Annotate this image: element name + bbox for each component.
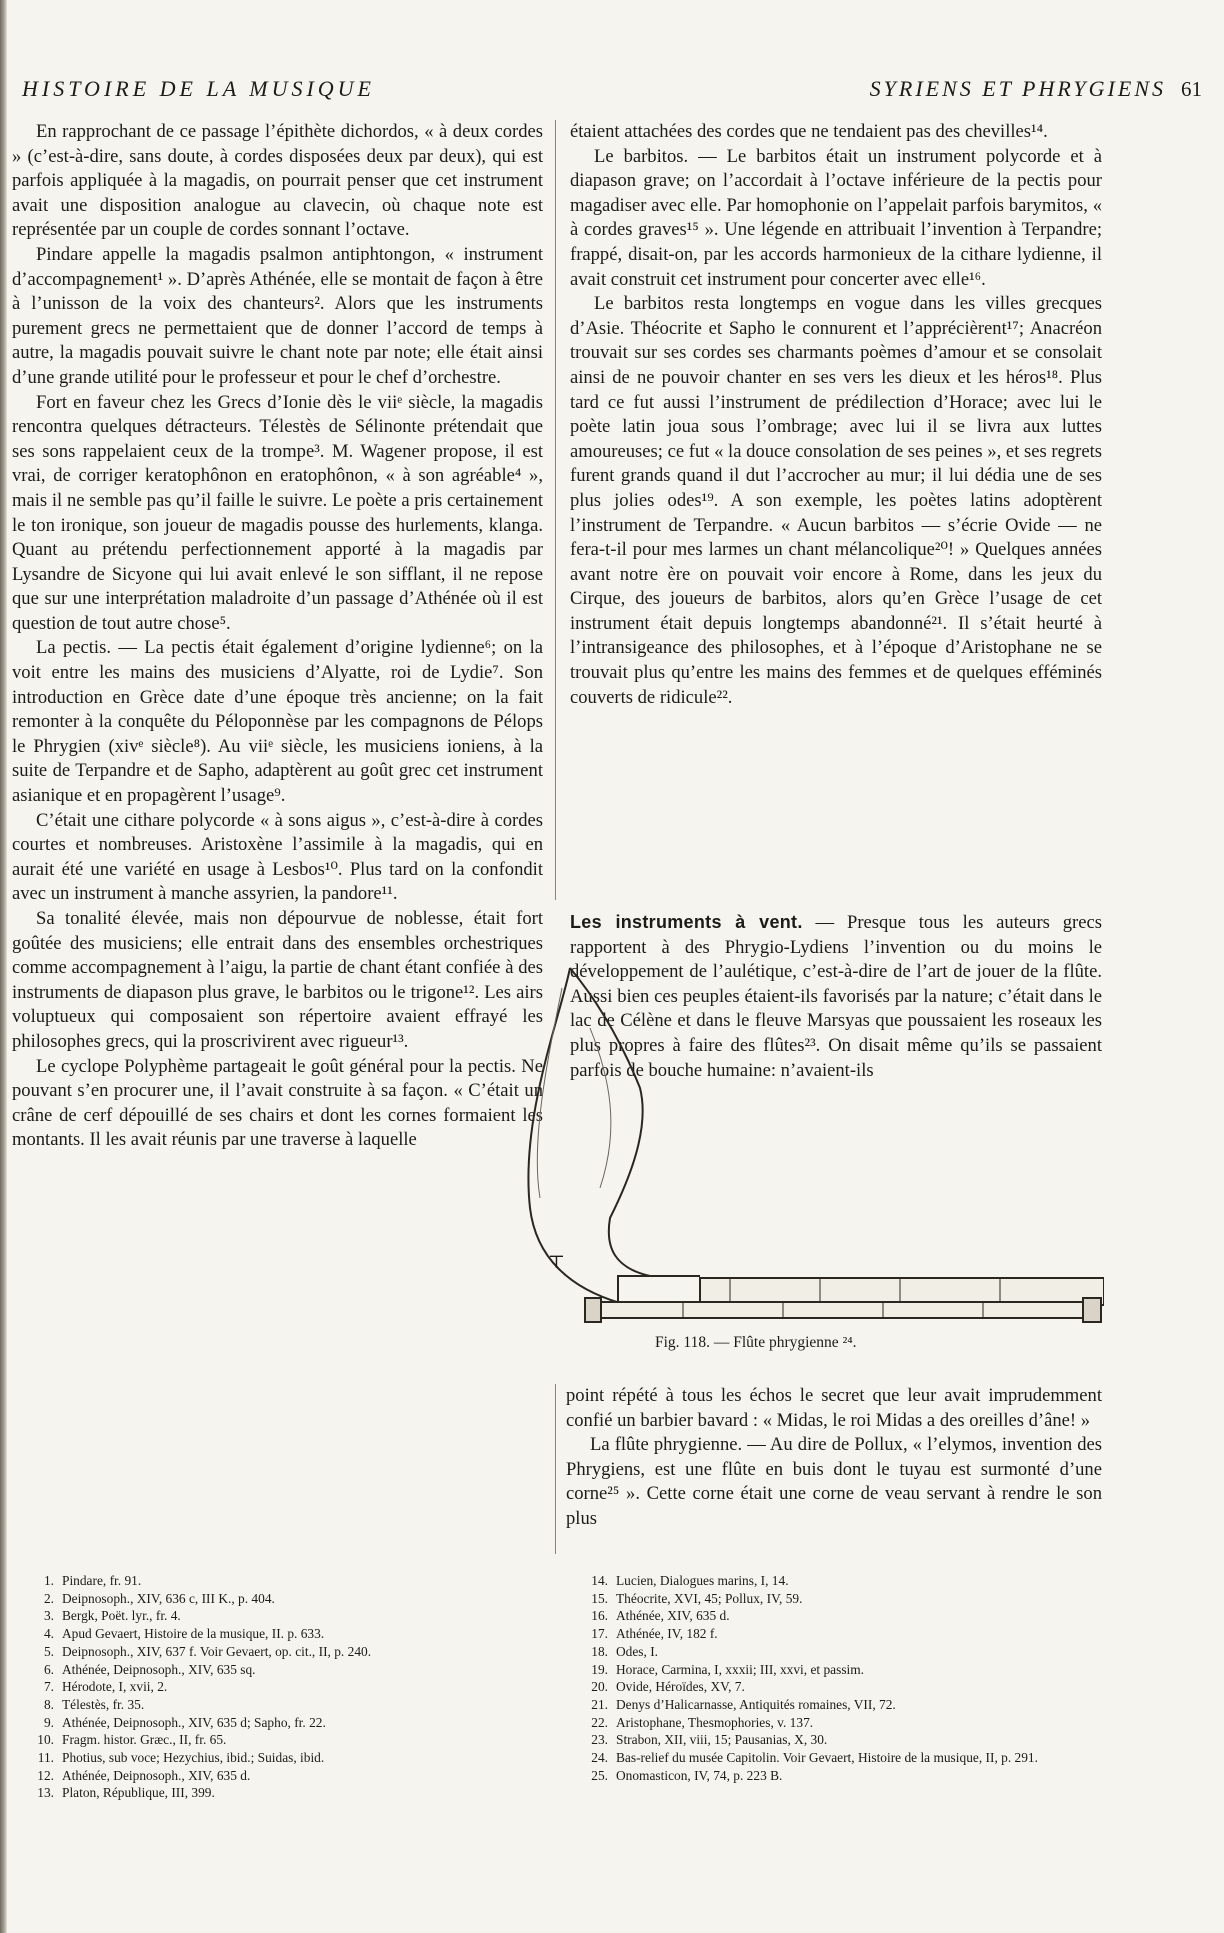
footnote-text: Deipnosoph., XIV, 637 f. Voir Gevaert, op. cit., II, p. 240. (62, 1643, 372, 1659)
running-title-left: HISTOIRE DE LA MUSIQUE (22, 76, 375, 101)
footnote (582, 1625, 1102, 1643)
footnote-number: 10. (37, 1732, 54, 1748)
footnote-text: Ovide, Héroïdes, XV, 7. (616, 1679, 745, 1695)
footnote-number: 13. (37, 1785, 54, 1801)
footnote-text: Bas-relief du musée Capitolin. Voir Gevaert, Histoire de la musique, II, p. 291. (616, 1750, 1038, 1766)
footnote (582, 1607, 1102, 1625)
footnote (582, 1678, 1102, 1696)
footnote-text: Athénée, IV, 182 f. (616, 1626, 718, 1642)
footnote-number: 6. (43, 1661, 54, 1677)
footnote-number: 14. (591, 1573, 608, 1588)
column-rule (555, 1384, 556, 1554)
footnote-text: Hérodote, I, xvii, 2. (62, 1679, 168, 1695)
footnote-number: 22. (591, 1714, 608, 1730)
footnote-text: Athénée, Deipnosoph., XIV, 635 sq. (62, 1661, 256, 1677)
paragraph: Le cyclope Polyphème partageait le goût général pour la pectis. Ne pouvant s’en procurer une, il l’avait construite à sa façon. « C’était un crâne de cerf dépouillé de ses chairs et dont les cornes formaient les montants. Il les avait réunis par une traverse à laquelle (12, 1055, 543, 1151)
footnote-text: Onomasticon, IV, 74, p. 223 B. (616, 1767, 783, 1783)
footnote (582, 1749, 1102, 1767)
footnote-number: 12. (37, 1767, 54, 1783)
footnote-text: Bergk, Poët. lyr., fr. 4. (62, 1608, 181, 1624)
footnote (28, 1590, 548, 1608)
paragraph: Fort en faveur chez les Grecs d’Ionie dès le viiᵉ siècle, la magadis rencontra quelques détracteurs. Télestès de Sélinonte prétendait que ses sons rappelaient ceux de la trompe³. M. Wagener propose, il est vrai, de corriger keratophônon en eratophônon, « à son agréable⁴ », mais il ne semble pas qu’il faille le suivre. Le poète a pris certainement le ton ironique, son joueur de magadis pousse des hurlements, klanga. Quant au prétendu perfectionnement apporté à la magadis par Lysandre de Sicyone qui lui avait enlevé le son sifflant, il ne repose que sur une interprétation maladroite d’un passage d’Athénée où il est question de tout autre chose⁵. (12, 391, 543, 634)
footnote-number: 7. (43, 1679, 54, 1695)
footnote-text: Télestès, fr. 35. (62, 1696, 145, 1712)
footnote (28, 1696, 548, 1714)
section-text: — Presque tous les auteurs grecs rapportent à des Phrygio-Lydiens l’invention ou du moins le développement de l’aulétique, c’est-à-dire de l’art de jouer de la flûte. Aussi bien ces peuples étaient-ils favorisés par la nature; c’était dans le lac de Célène et dans le fleuve Marsyas que poussaient les roseaux les plus propres à faire des flûtes²³. On disait même qu’ils se passaient parfois de bouche humaine: n’avaient-ils (570, 912, 1102, 1081)
footnote-text: Denys d’Halicarnasse, Antiquités romaines, VII, 72. (616, 1696, 896, 1712)
paragraph: C’était une cithare polycorde « à sons aigus », c’est-à-dire à cordes courtes et nombreuses. Aristoxène l’assimile à la magadis, qui en aurait été une variété en usage à Lesbos¹⁰. Plus tard on la confondit avec un instrument à manche assyrien, la pandore¹¹. (12, 809, 543, 905)
footnote-text: Pindare, fr. 91. (62, 1573, 142, 1588)
footnote-number: 24. (591, 1750, 608, 1766)
page-number: 61 (1181, 77, 1202, 101)
footnote-text: Platon, République, III, 399. (62, 1785, 215, 1801)
footnote-text: Strabon, XII, viii, 15; Pausanias, X, 30. (616, 1732, 828, 1748)
footnote-text: Deipnosoph., XIV, 636 c, III K., p. 404. (62, 1590, 275, 1606)
footnote-text: Aristophane, Thesmophories, v. 137. (616, 1714, 814, 1730)
footnote-number: 2. (43, 1590, 54, 1606)
right-column-top (570, 120, 1102, 710)
footnote (582, 1767, 1102, 1785)
footnote (582, 1731, 1102, 1749)
footnote-text: Lucien, Dialogues marins, I, 14. (616, 1573, 789, 1588)
paragraph: Le barbitos resta longtemps en vogue dans les villes grecques d’Asie. Théocrite et Sapho le connurent et l’apprécièrent¹⁷; Anacréon trouvait sur ses cordes ses charmants poèmes d’amour et se consolait ainsi de ne pouvoir chanter en ses vers les dieux et les héros¹⁸. Plus tard ce fut aussi l’instrument de prédilection d’Horace; avec lui le poète latin joua sous l’ombrage; avec lui il se livra aux luttes amoureuses; ce fut « la douce consolation de ses peines », et ses regrets furent grands quand il dut l’accrocher au mur; il lui dédia une de ses plus jolies odes¹⁹. A son exemple, les poètes latins adoptèrent l’instrument de Terpandre. « Aucun barbitos — s’écrie Ovide — ne fera-t-il pour mes larmes un chant mélancolique²⁰! » Quelques années avant notre ère on pouvait voir encore à Rome, dans les jeux du Cirque, des joueurs de barbitos, alors qu’en Grèce l’usage de cet instrument était depuis longtemps abandonné²¹. Il s’était heurté à l’intransigeance des philosophes, et à l’époque d’Aristophane ne se trouvait plus qu’entre les mains des femmes et de quelques efféminés couverts de ridicule²². (570, 293, 1102, 708)
footnote-text: Athénée, XIV, 635 d. (616, 1608, 730, 1624)
section-heading: Les instruments à vent. (570, 912, 803, 932)
footnote-number: 16. (591, 1608, 608, 1624)
footnote-text: Fragm. histor. Græc., II, fr. 65. (62, 1732, 227, 1748)
column-rule (555, 120, 556, 900)
running-head (22, 76, 1202, 106)
footnote-text: Photius, sub voce; Hezychius, ibid.; Suidas, ibid. (62, 1750, 325, 1766)
paragraph: Sa tonalité élevée, mais non dépourvue de noblesse, était fort goûtée des musiciens; elle entrait dans des ensembles orchestriques comme accompagnement à l’aigu, la partie de chant étant confiée à des instruments de diapason plus grave, le barbitos ou le trigone¹². Les airs voluptueux qui composaient son répertoire avaient effrayé les philosophes grecs, qui la proscrivirent avec rigueur¹³. (12, 908, 543, 1052)
footnote-text: Odes, I. (616, 1643, 659, 1659)
paragraph: Pindare appelle la magadis psalmon antiphtongon, « instrument d’accompagnement¹ ». D’après Athénée, elle se montait de façon à être à l’unisson de la voix des chanteurs². Alors que les instruments purement grecs ne permettaient que de donner l’accord de temps à autre, la magadis pouvait suivre le chant note par note; elle était ainsi d’une grande utilité pour le professeur et pour le chef d’orchestre. (12, 243, 543, 388)
footnote-number: 11. (37, 1750, 54, 1766)
figure-mark: ⊤ (548, 1252, 565, 1272)
paragraph: Le barbitos. — Le barbitos était un instrument polycorde et à diapason grave; on l’accordait à l’octave inférieure de la pectis pour magadiser avec elle. Par homophonie on l’appelait parfois barymitos, « à cordes graves¹⁵ ». Une légende en attribuait l’invention à Terpandre; frappé, disait-on, par les accords harmonieux de la cithare lydienne, il avait construit cet instrument pour concerter avec elle¹⁶. (570, 145, 1102, 290)
left-column (12, 120, 543, 1153)
footnote (28, 1784, 548, 1802)
footnote (28, 1749, 548, 1767)
right-column-bottom (566, 1384, 1102, 1532)
footnote-text: Horace, Carmina, I, xxxii; III, xxvi, et passim. (616, 1661, 865, 1677)
footnote-text: Athénée, Deipnosoph., XIV, 635 d. (62, 1767, 251, 1783)
footnote (28, 1731, 548, 1749)
footnote-number: 17. (591, 1626, 608, 1642)
footnote-number: 15. (591, 1590, 608, 1606)
footnote-number: 8. (43, 1696, 54, 1712)
footnote-number: 25. (591, 1767, 608, 1783)
footnote (28, 1643, 548, 1661)
footnote-number: 19. (591, 1661, 608, 1677)
footnote-text: Athénée, Deipnosoph., XIV, 635 d; Sapho, fr. 22. (62, 1714, 326, 1730)
footnote-number: 23. (591, 1732, 608, 1748)
footnote (582, 1661, 1102, 1679)
footnote-number: 3. (43, 1608, 54, 1624)
flute-pipe-lower (583, 1290, 1103, 1330)
running-title-right: SYRIENS ET PHRYGIENS (869, 76, 1166, 101)
footnote-number: 4. (43, 1626, 54, 1642)
footnote-number: 21. (591, 1696, 608, 1712)
footnote-number: 20. (591, 1679, 608, 1695)
paragraph: La pectis. — La pectis était également d’origine lydienne⁶; on la voit entre les mains des musiciens d’Alyatte, roi de Lydie⁷. Son introduction en Grèce date d’une époque très ancienne; on la fait remonter à la conquête du Péloponnèse par les compagnons de Pélops le Phrygien (xivᵉ siècle⁸). Au viiᵉ siècle, les musiciens ioniens, à la suite de Terpandre et de Sapho, adaptèrent au goût grec cet instrument asianique et en propagèrent l’usage⁹. (12, 637, 543, 807)
footnote (582, 1714, 1102, 1732)
footnote (28, 1572, 548, 1590)
figure-caption: Fig. 118. — Flûte phrygienne ²⁴. (655, 1334, 857, 1351)
footnote-number: 1. (43, 1573, 54, 1588)
paragraph: En rapprochant de ce passage l’épithète dichordos, « à deux cordes » (c’est-à-dire, sans doute, à cordes disposées deux par deux), qui est parfois appliquée à la magadis, on pourrait penser que cet instrument avait une disposition analogue au clavecin, où chaque note est représentée par un couple de cordes sonnant l’octave. (12, 121, 543, 241)
footnote (28, 1767, 548, 1785)
footnote-number: 18. (591, 1643, 608, 1659)
footnote (582, 1590, 1102, 1608)
footnote-number: 5. (43, 1643, 54, 1659)
paragraph: point répété à tous les échos le secret que leur avait imprudemment confié un barbier bavard : « Midas, le roi Midas a des oreilles d’âne! » (566, 1385, 1102, 1431)
footnote (28, 1678, 548, 1696)
footnote (582, 1572, 1102, 1590)
footnotes-left (28, 1572, 548, 1802)
footnote (28, 1625, 548, 1643)
footnote (28, 1714, 548, 1732)
footnote-text: Théocrite, XVI, 45; Pollux, IV, 59. (616, 1590, 803, 1606)
footnote-number: 9. (43, 1714, 54, 1730)
footnote (28, 1661, 548, 1679)
horn-flute-illustration (500, 958, 700, 1338)
footnote-text: Apud Gevaert, Histoire de la musique, II. p. 633. (62, 1626, 325, 1642)
footnotes-right (582, 1572, 1102, 1784)
footnote (582, 1696, 1102, 1714)
paragraph: étaient attachées des cordes que ne tendaient pas des chevilles¹⁴. (570, 121, 1048, 142)
paragraph: La flûte phrygienne. — Au dire de Pollux, « l’elymos, invention des Phrygiens, est une flûte en buis dont le tuyau est surmonté d’une corne²⁵ ». Cette corne était une corne de veau servant à rendre le son plus (566, 1434, 1102, 1529)
footnote (28, 1607, 548, 1625)
footnote (582, 1643, 1102, 1661)
